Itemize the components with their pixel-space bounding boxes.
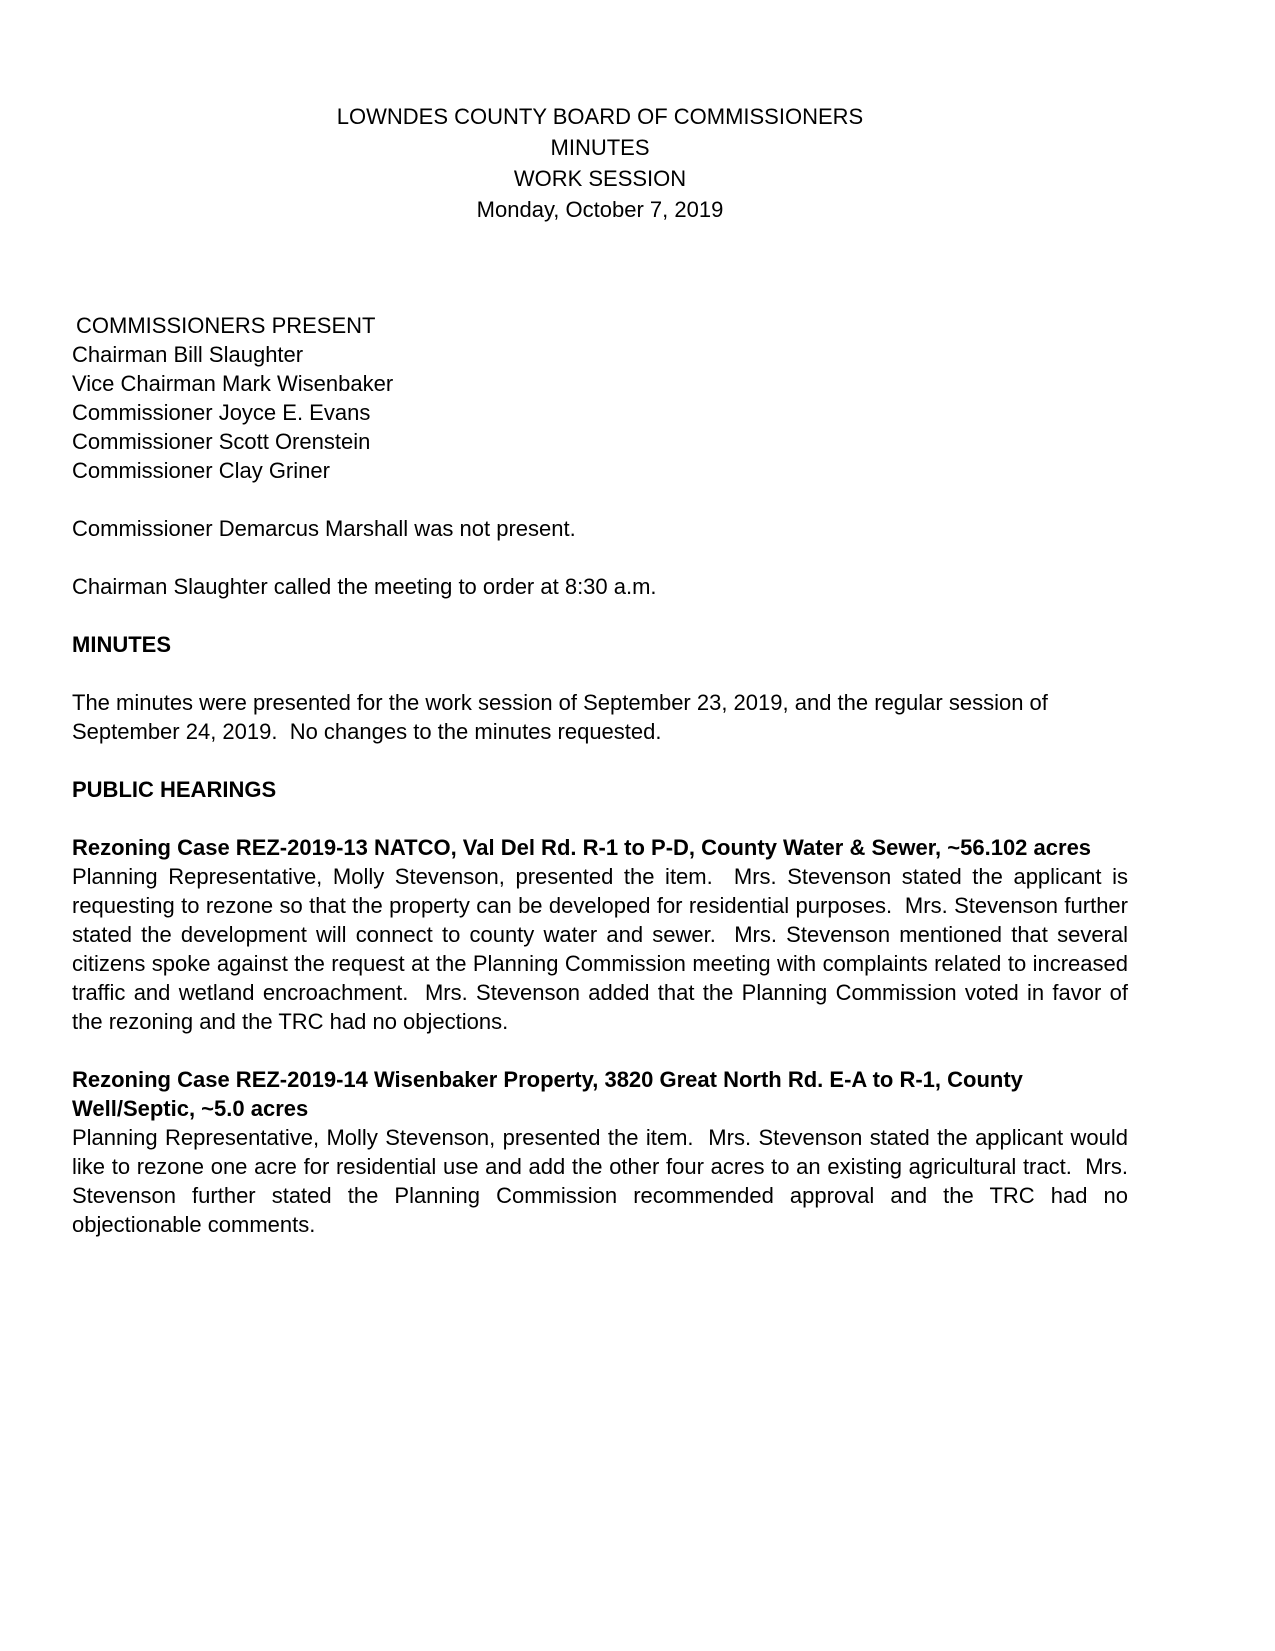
minutes-body-paragraph: The minutes were presented for the work session of September 23, 2019, and the regular session of September 24, 2019. No changes to the minutes requested. — [72, 690, 1055, 744]
document-title-line-date: Monday, October 7, 2019 — [476, 197, 724, 222]
attendance-member: Commissioner Scott Orenstein — [72, 429, 371, 454]
attendance-section — [72, 311, 1128, 485]
attendance-member: Chairman Bill Slaughter — [72, 342, 304, 367]
rezoning-case-title: Rezoning Case REZ-2019-13 NATCO, Val Del Rd. R-1 to P-D, County Water & Sewer, ~56.102 acres — [72, 835, 1092, 860]
rezoning-case-rez-2019-13 — [72, 833, 1135, 1036]
attendance-member: Commissioner Joyce E. Evans — [72, 400, 371, 425]
document-title-line-org: LOWNDES COUNTY BOARD OF COMMISSIONERS — [336, 104, 864, 129]
document-title-line-type: MINUTES — [550, 135, 650, 160]
attendance-member: Commissioner Clay Griner — [72, 458, 330, 483]
public-hearings-heading: PUBLIC HEARINGS — [72, 777, 277, 802]
document-title-line-session: WORK SESSION — [513, 166, 687, 191]
minutes-section-heading: MINUTES — [72, 632, 171, 657]
call-to-order-paragraph: Chairman Slaughter called the meeting to order at 8:30 a.m. — [72, 574, 657, 599]
rezoning-case-title: Rezoning Case REZ-2019-14 Wisenbaker Property, 3820 Great North Rd. E-A to R-1, County Well/Septic, ~5.0 acres — [72, 1067, 1030, 1121]
attendance-heading: COMMISSIONERS PRESENT — [76, 313, 376, 338]
absent-note-paragraph: Commissioner Demarcus Marshall was not present. — [72, 516, 576, 541]
document-title-block — [72, 101, 1128, 225]
rezoning-case-body: Planning Representative, Molly Stevenson, presented the item. Mrs. Stevenson stated the applicant is requesting to rezone so that the property can be developed for residential purposes. Mrs. Stevenson further stated the development will connect to county water and sewer. Mrs. Stevenson mentioned that several citizens spoke against the request at the Planning Commission meeting with complaints related to increased traffic and wetland encroachment. Mrs. Stevenson added that the Planning Commission voted in favor of the rezoning and the TRC had no objections. — [72, 864, 1135, 1034]
rezoning-case-rez-2019-14 — [72, 1065, 1135, 1239]
attendance-member: Vice Chairman Mark Wisenbaker — [72, 371, 394, 396]
rezoning-case-body: Planning Representative, Molly Stevenson, presented the item. Mrs. Stevenson stated the applicant would like to rezone one acre for residential use and add the other four acres to an existing agricultural tract. Mrs. Stevenson further stated the Planning Commission recommended approval and the TRC had no objectionable comments. — [72, 1125, 1135, 1237]
